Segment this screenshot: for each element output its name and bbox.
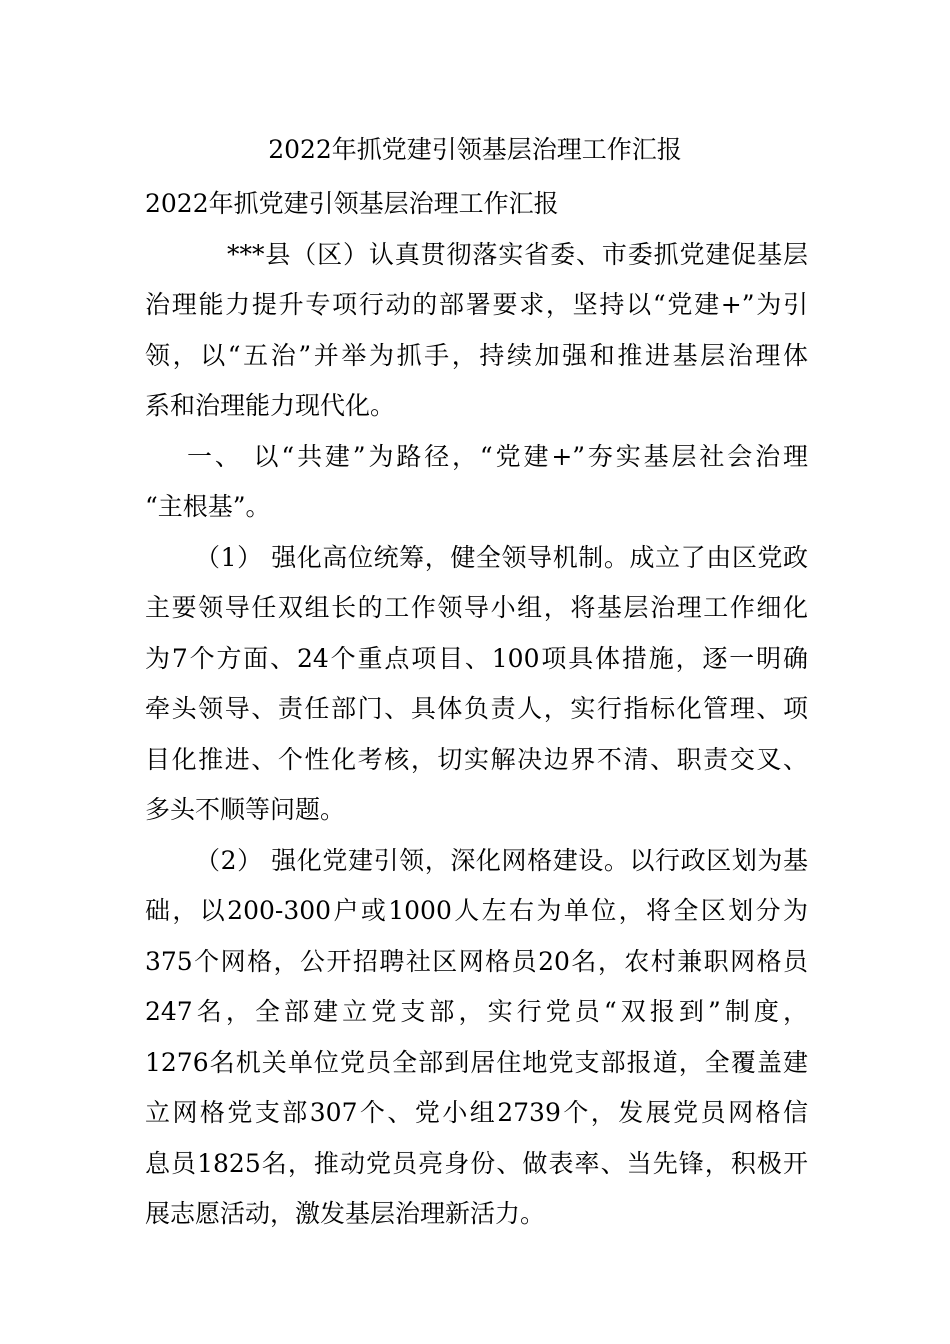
paragraph-1	[145, 533, 808, 836]
section-heading-1	[145, 432, 808, 533]
paragraph-line: 375个网格，公开招聘社区网格员20名，农村兼职网格员	[145, 946, 808, 976]
intro-paragraph	[145, 230, 808, 432]
paragraph-line: 础，以200-300户或1000人左右为单位，将全区划分为	[145, 896, 808, 925]
heading-line: 一、 以“共建”为路径，“党建+”夯实基层社会治理	[187, 441, 808, 471]
intro-line: ***县（区）认真贯彻落实省委、市委抓党建促基层	[227, 239, 808, 269]
paragraph-line: 1276名机关单位党员全部到居住地党支部报道，全覆盖建	[145, 1047, 808, 1077]
intro-line: 领，以“五治”并举为抓手，持续加强和推进基层治理体	[145, 340, 808, 370]
document-title: 2022年抓党建引领基层治理工作汇报	[268, 135, 682, 164]
heading-line: “主根基”。	[145, 492, 271, 521]
paragraph-line: （1） 强化高位统筹，健全领导机制。成立了由区党政	[195, 542, 808, 572]
paragraph-line: 立网格党支部307个、党小组2739个，发展党员网格信	[145, 1098, 808, 1127]
paragraph-line: 目化推进、个性化考核，切实解决边界不清、职责交叉、	[145, 744, 808, 774]
paragraph-line: 247名，全部建立党支部，实行党员“双报到”制度，	[145, 997, 808, 1026]
intro-line: 治理能力提升专项行动的部署要求，坚持以“党建+”为引	[145, 290, 808, 319]
paragraph-line: 为7个方面、24个重点项目、100项具体措施，逐一明确	[145, 643, 808, 673]
paragraph-line: 展志愿活动，激发基层治理新活力。	[145, 1199, 546, 1228]
paragraph-line: 牵头领导、责任部门、具体负责人，实行指标化管理、项	[145, 694, 808, 723]
paragraph-line: 息员1825名，推动党员亮身份、做表率、当先锋，积极开	[145, 1148, 808, 1178]
paragraph-line: 多头不顺等问题。	[145, 795, 346, 824]
paragraph-line: 主要领导任双组长的工作领导小组，将基层治理工作细化	[145, 593, 808, 622]
paragraph-line: （2） 强化党建引领，深化网格建设。以行政区划为基	[195, 845, 808, 875]
document-body	[145, 179, 808, 1240]
paragraph-2	[145, 836, 808, 1240]
intro-line: 系和治理能力现代化。	[145, 391, 396, 420]
document-subtitle: 2022年抓党建引领基层治理工作汇报	[145, 189, 559, 218]
